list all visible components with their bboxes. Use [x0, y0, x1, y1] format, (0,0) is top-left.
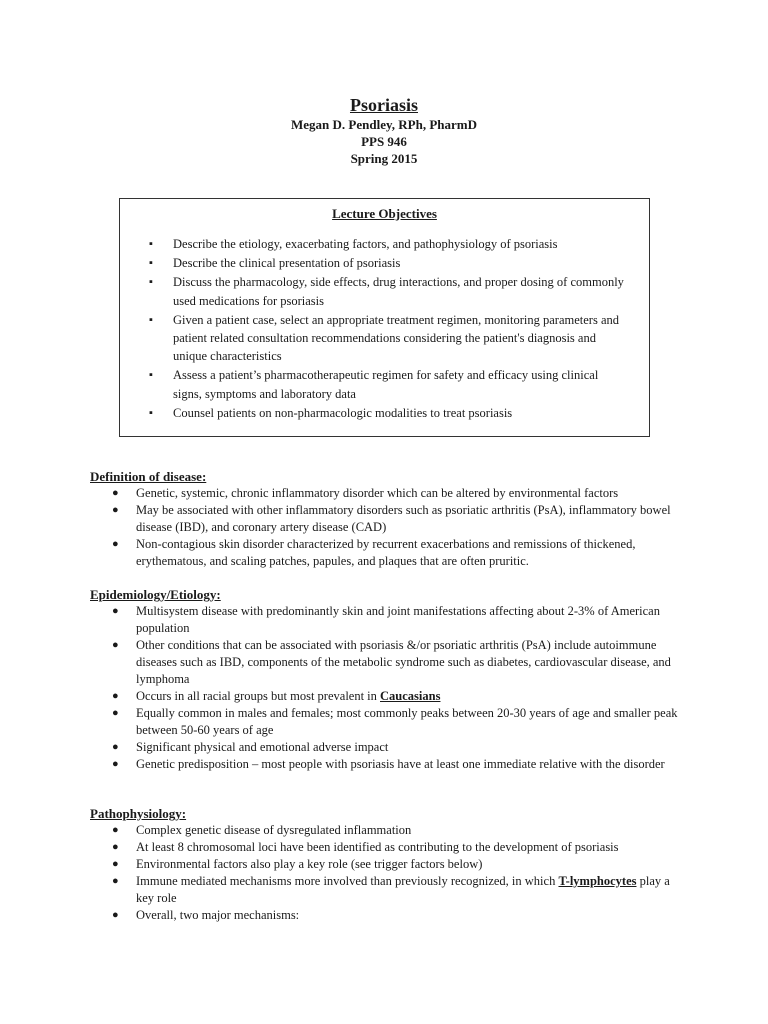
list-item: ▪ Discuss the pharmacology, side effects, drug interactions, and proper dosing of commonly used medications for psoriasis [149, 275, 624, 308]
emphasis-t-lymphocytes: T-lymphocytes [558, 874, 637, 888]
bullet-icon: ● [112, 824, 119, 836]
bullet-icon: ● [112, 909, 119, 921]
epidemiology-list [90, 603, 690, 773]
list-item: ● Equally common in males and females; most commonly peaks between 20-30 years of age and smaller peak between 50-60 years of age [112, 706, 678, 737]
list-item: ● Significant physical and emotional adverse impact [112, 740, 389, 754]
bullet-icon: ● [112, 707, 119, 719]
list-item: ● Occurs in all racial groups but most prevalent in Caucasians [112, 689, 441, 703]
list-item: ● Genetic, systemic, chronic inflammatory disorder which can be altered by environmental factors [112, 486, 619, 500]
epidemiology-section [90, 586, 690, 773]
list-item: ● Non-contagious skin disorder characterized by recurrent exacerbations and remissions of thickened, erythematous, and scaling patches, papules, and plaques that are often pruritic. [112, 537, 636, 568]
pathophysiology-heading: Pathophysiology: [90, 806, 187, 821]
bullet-icon: ● [112, 758, 119, 770]
bullet-icon: ▪ [149, 313, 153, 326]
bullet-icon: ● [112, 504, 119, 516]
list-item: ● Immune mediated mechanisms more involved than previously recognized, in which T-lymphocytes play a key role [112, 874, 670, 905]
bullet-icon: ● [112, 639, 119, 651]
bullet-icon: ▪ [149, 276, 153, 289]
definition-heading: Definition of disease: [90, 469, 207, 484]
list-item: ● Multisystem disease with predominantly skin and joint manifestations affecting about 2-3% of American population [112, 604, 660, 635]
list-item: ● May be associated with other inflammatory disorders such as psoriatic arthritis (PsA), inflammatory bowel disease (IBD), and coronary artery disease (CAD) [112, 503, 671, 534]
bullet-icon: ● [112, 841, 119, 853]
bullet-icon: ● [112, 487, 119, 499]
list-item: ▪ Describe the clinical presentation of psoriasis [120, 254, 649, 272]
list-item: ● Overall, two major mechanisms: [112, 908, 300, 922]
page-title: Psoriasis [349, 95, 418, 115]
list-item: ● Genetic predisposition – most people with psoriasis have at least one immediate relative with the disorder [112, 757, 665, 771]
author-line: Megan D. Pendley, RPh, PharmD [291, 117, 477, 132]
pathophysiology-section [90, 805, 690, 924]
bullet-icon: ● [112, 605, 119, 617]
term-line: Spring 2015 [350, 151, 418, 166]
bullet-icon: ▪ [149, 406, 153, 419]
list-item: ● Environmental factors also play a key role (see trigger factors below) [112, 857, 483, 871]
emphasis-caucasians: Caucasians [380, 689, 441, 703]
bullet-icon: ● [112, 858, 119, 870]
objectives-list [120, 235, 649, 423]
pathophysiology-list [90, 822, 690, 924]
bullet-icon: ▪ [149, 369, 153, 382]
bullet-icon: ● [112, 875, 119, 887]
list-item: ● Complex genetic disease of dysregulated inflammation [112, 823, 412, 837]
bullet-icon: ▪ [149, 257, 153, 270]
bullet-icon: ● [112, 690, 119, 702]
epidemiology-heading: Epidemiology/Etiology: [90, 587, 221, 602]
list-item: ▪ Assess a patient’s pharmacotherapeutic regimen for safety and efficacy using clinical signs, symptoms and laboratory data [149, 368, 599, 401]
bullet-icon: ● [112, 538, 119, 550]
list-item: ▪ Describe the etiology, exacerbating factors, and pathophysiology of psoriasis [120, 235, 649, 253]
list-item: ▪ Counsel patients on non-pharmacologic modalities to treat psoriasis [120, 404, 649, 422]
list-item: ● At least 8 chromosomal loci have been identified as contributing to the development of psoriasis [112, 840, 619, 854]
objectives-title: Lecture Objectives [332, 206, 437, 221]
definition-list [90, 485, 690, 570]
bullet-icon: ▪ [149, 238, 153, 250]
definition-section [90, 468, 690, 570]
bullet-icon: ● [112, 741, 119, 753]
course-line: PPS 946 [361, 134, 407, 149]
list-item: ● Other conditions that can be associated with psoriasis &/or psoriatic arthritis (PsA) include autoimmune diseases such as IBD, components of the metabolic syndrome such as diabetes, cardiovascular disease, and lymphoma [112, 638, 671, 686]
document-header [0, 94, 768, 167]
lecture-objectives-box [119, 198, 650, 437]
list-item: ▪ Given a patient case, select an appropriate treatment regimen, monitoring parameters and patient related consultation recommendations considering the patient's diagnosis and unique characteristics [149, 312, 619, 364]
